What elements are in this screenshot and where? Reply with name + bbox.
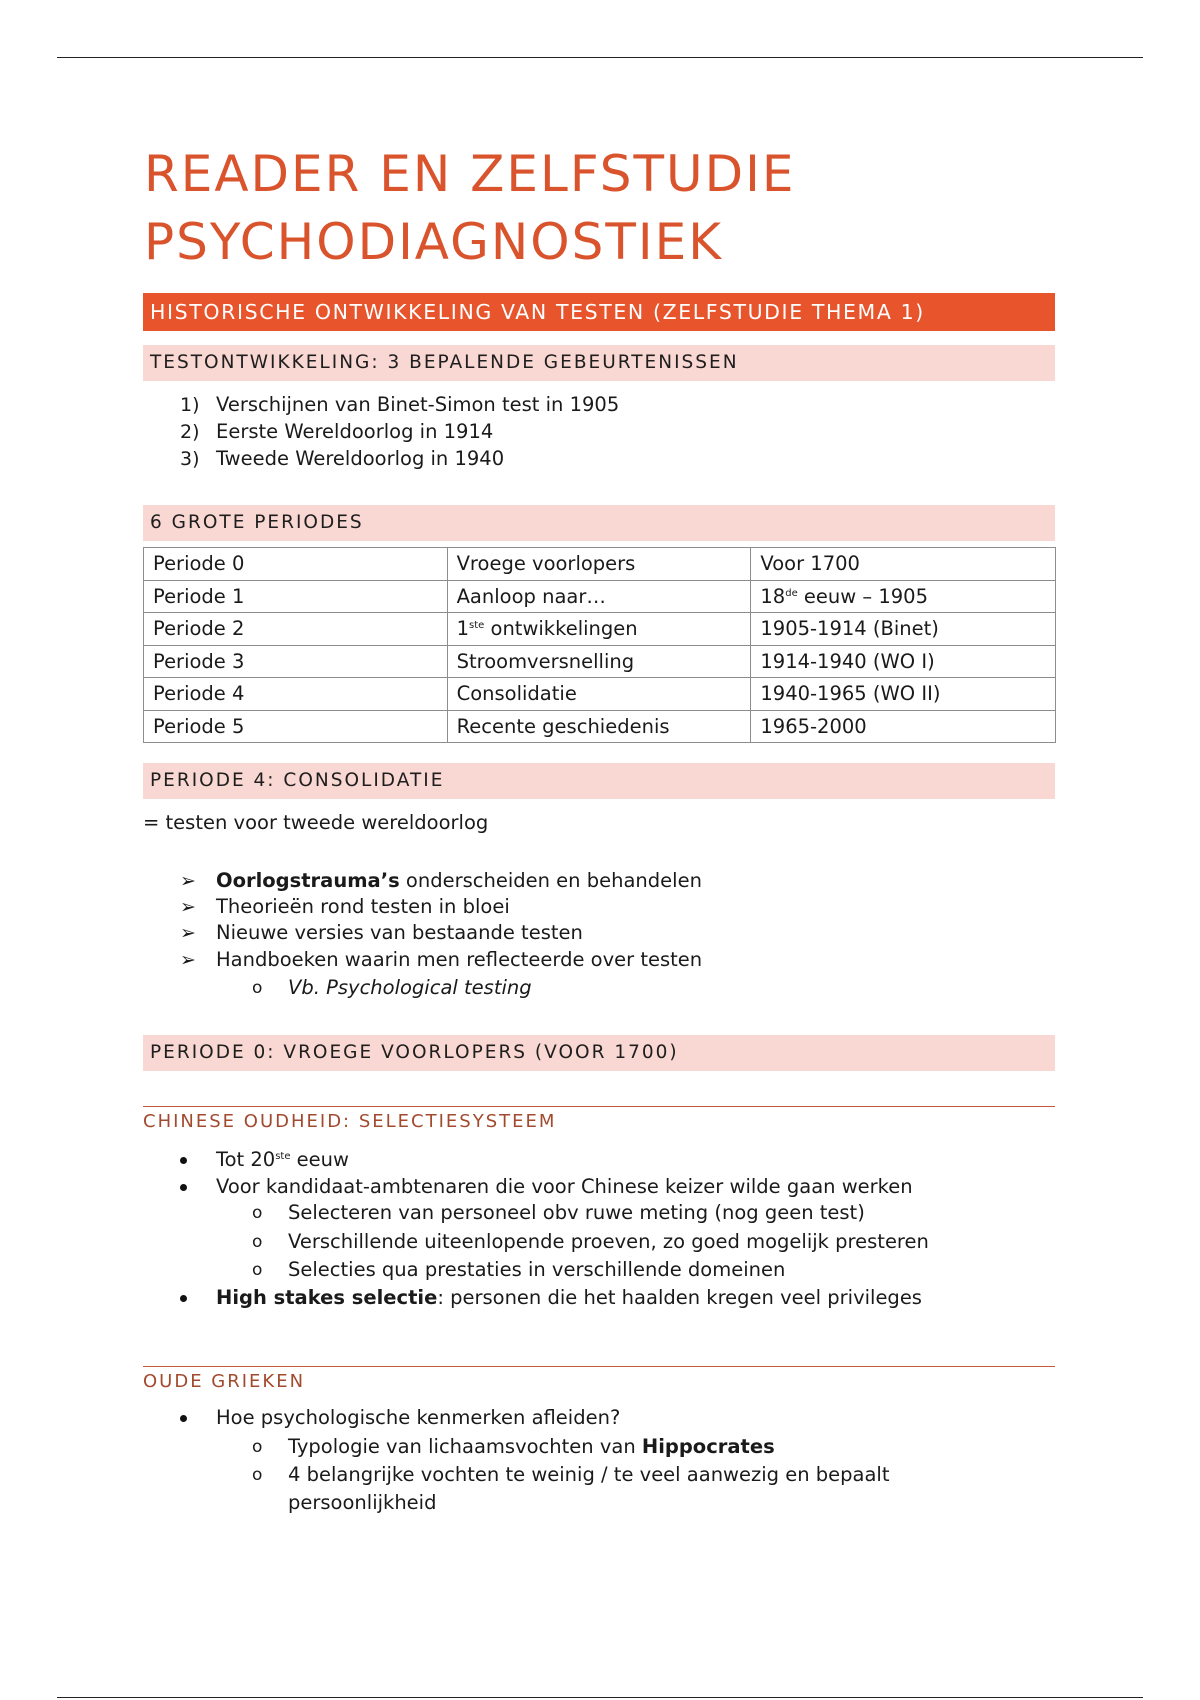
table-row [144,710,1056,743]
arrow-bullet-icon: ➢ [180,896,196,918]
table-row [144,548,1056,581]
list-item: Nieuwe versies van bestaande testen [216,921,583,944]
table-cell: Periode 1 [144,580,448,613]
sub-list-item: Selecteren van personeel obv ruwe meting (nog geen test) [288,1201,865,1224]
arrow-bullet-icon: ➢ [180,870,196,892]
table-cell: 1ste ontwikkelingen [447,613,751,646]
bullet-icon [180,1184,187,1191]
top-rule [57,57,1143,58]
table-cell: Vroege voorlopers [447,548,751,581]
table-cell: Aanloop naar… [447,580,751,613]
table-cell: Stroomversnelling [447,645,751,678]
bottom-rule [57,1697,1143,1698]
table-cell: Periode 2 [144,613,448,646]
table-cell: Consolidatie [447,678,751,711]
table-cell: Periode 4 [144,678,448,711]
sub-bullet-icon: o [252,1232,263,1252]
sub-list-item: Typologie van lichaamsvochten van Hippocrates [288,1435,775,1458]
sub-bullet-icon: o [252,1260,263,1280]
periods-table [143,547,1056,743]
heading-periode-0: PERIODE 0: VROEGE VOORLOPERS (VOOR 1700) [143,1035,1055,1071]
sub-bullet-icon: o [252,978,263,998]
table-row [144,678,1056,711]
table-cell: Periode 3 [144,645,448,678]
title-line-2: PSYCHODIAGNOSTIEK [144,213,724,271]
list-item: Voor kandidaat-ambtenaren die voor Chinese keizer wilde gaan werken [216,1175,913,1198]
list-item: Oorlogstrauma’s onderscheiden en behandelen [216,869,702,892]
table-cell: 18de eeuw – 1905 [751,580,1056,613]
list-item: High stakes selectie: personen die het haalden kregen veel privileges [216,1286,922,1309]
list-item: Theorieën rond testen in bloei [216,895,510,918]
sub-list-item: Vb. Psychological testing [288,976,532,999]
list-item: Hoe psychologische kenmerken afleiden? [216,1406,621,1429]
table-cell: Periode 0 [144,548,448,581]
sub-bullet-icon: o [252,1437,263,1457]
intro-text: = testen voor tweede wereldoorlog [143,811,489,834]
list-marker: 1) [180,394,200,416]
heading-oude-grieken: OUDE GRIEKEN [143,1366,1055,1392]
sub-bullet-icon: o [252,1203,263,1223]
list-item: Handboeken waarin men reflecteerde over testen [216,948,703,971]
title-line-1: READER EN ZELFSTUDIE [144,145,796,203]
heading-grote-periodes: 6 GROTE PERIODES [143,505,1055,541]
heading-chinese-oudheid: CHINESE OUDHEID: SELECTIESYSTEEM [143,1106,1055,1132]
list-item: Tweede Wereldoorlog in 1940 [216,447,505,470]
table-cell: 1905-1914 (Binet) [751,613,1056,646]
sub-list-item: 4 belangrijke vochten te weinig / te veel aanwezig en bepaalt [288,1463,890,1486]
sub-list-item: Selecties qua prestaties in verschillende domeinen [288,1258,786,1281]
heading-testontwikkeling: TESTONTWIKKELING: 3 BEPALENDE GEBEURTENISSEN [143,345,1055,381]
bullet-icon [180,1295,187,1302]
list-marker: 2) [180,421,200,443]
page-title [144,140,795,276]
heading-historische-ontwikkeling: HISTORISCHE ONTWIKKELING VAN TESTEN (ZELFSTUDIE THEMA 1) [143,293,1055,331]
table-cell: Recente geschiedenis [447,710,751,743]
list-item: Verschijnen van Binet-Simon test in 1905 [216,393,620,416]
table-cell: 1914-1940 (WO I) [751,645,1056,678]
sub-list-item: Verschillende uiteenlopende proeven, zo goed mogelijk presteren [288,1230,929,1253]
list-item: Tot 20ste eeuw [216,1148,349,1171]
table-cell: 1940-1965 (WO II) [751,678,1056,711]
bullet-icon [180,1415,187,1422]
table-cell: Periode 5 [144,710,448,743]
arrow-bullet-icon: ➢ [180,949,196,971]
table-row [144,580,1056,613]
table-row [144,613,1056,646]
table-row [144,645,1056,678]
table-cell: Voor 1700 [751,548,1056,581]
heading-periode-4: PERIODE 4: CONSOLIDATIE [143,763,1055,799]
bullet-icon [180,1157,187,1164]
arrow-bullet-icon: ➢ [180,922,196,944]
list-item: Eerste Wereldoorlog in 1914 [216,420,494,443]
table-cell: 1965-2000 [751,710,1056,743]
sub-list-item-continued: persoonlijkheid [288,1491,437,1514]
list-marker: 3) [180,448,200,470]
sub-bullet-icon: o [252,1465,263,1485]
